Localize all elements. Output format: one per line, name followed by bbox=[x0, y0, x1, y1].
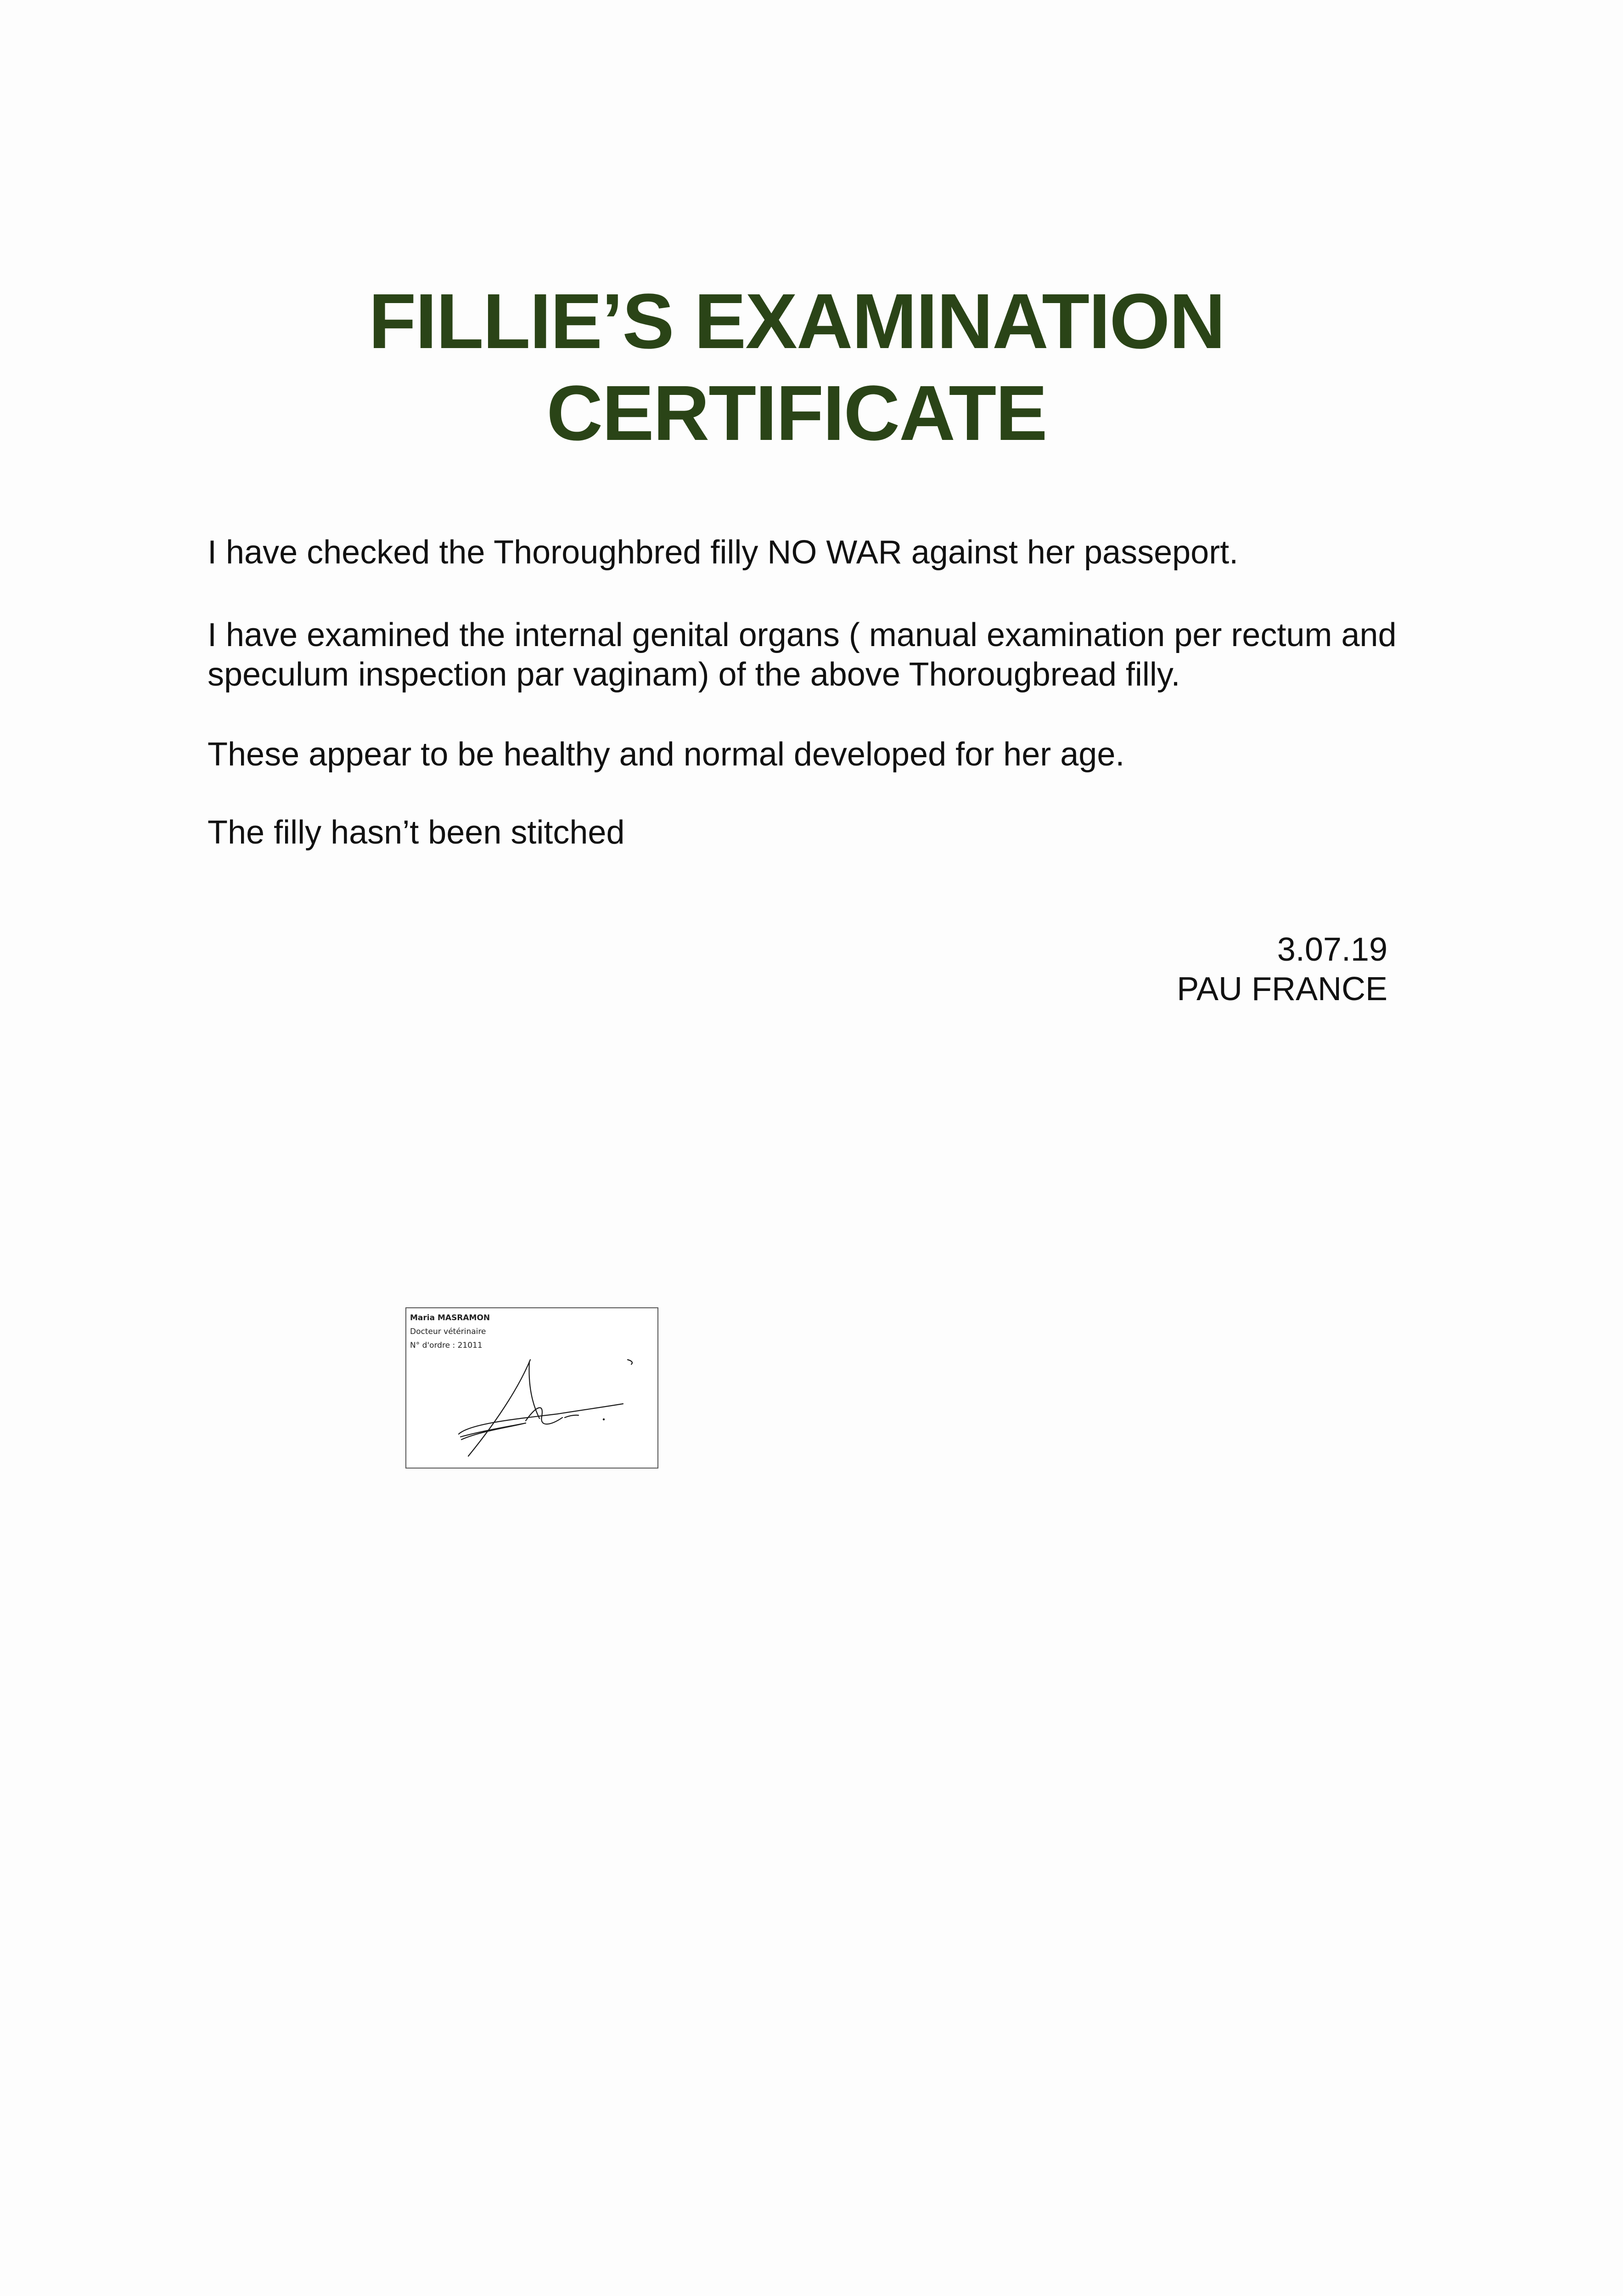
stamp-text bbox=[410, 1311, 490, 1352]
paragraph-identity-check: I have checked the Thoroughbred filly NO WAR against her passeport. bbox=[208, 534, 1239, 571]
date-and-place bbox=[1010, 930, 1387, 1009]
place: PAU FRANCE bbox=[1177, 971, 1387, 1007]
certificate-title bbox=[0, 276, 1593, 459]
paragraph-examination: I have examined the internal genital organs ( manual examination per rectum and speculum inspection par vaginam) of the above Thorougbread filly. bbox=[208, 617, 1397, 693]
paragraph-findings: These appear to be healthy and normal developed for her age. bbox=[208, 736, 1125, 773]
vet-order-number: N° d'ordre : 21011 bbox=[410, 1341, 483, 1350]
veterinarian-stamp bbox=[405, 1307, 658, 1469]
vet-title: Docteur vétérinaire bbox=[410, 1327, 486, 1336]
paragraph-stitching: The filly hasn’t been stitched bbox=[208, 814, 625, 851]
title-line-1: FILLIE’S EXAMINATION bbox=[368, 278, 1225, 365]
vet-name: Maria MASRAMON bbox=[410, 1313, 490, 1322]
signature-icon bbox=[452, 1350, 645, 1460]
title-line-2: CERTIFICATE bbox=[546, 370, 1047, 457]
date: 3.07.19 bbox=[1277, 931, 1387, 968]
